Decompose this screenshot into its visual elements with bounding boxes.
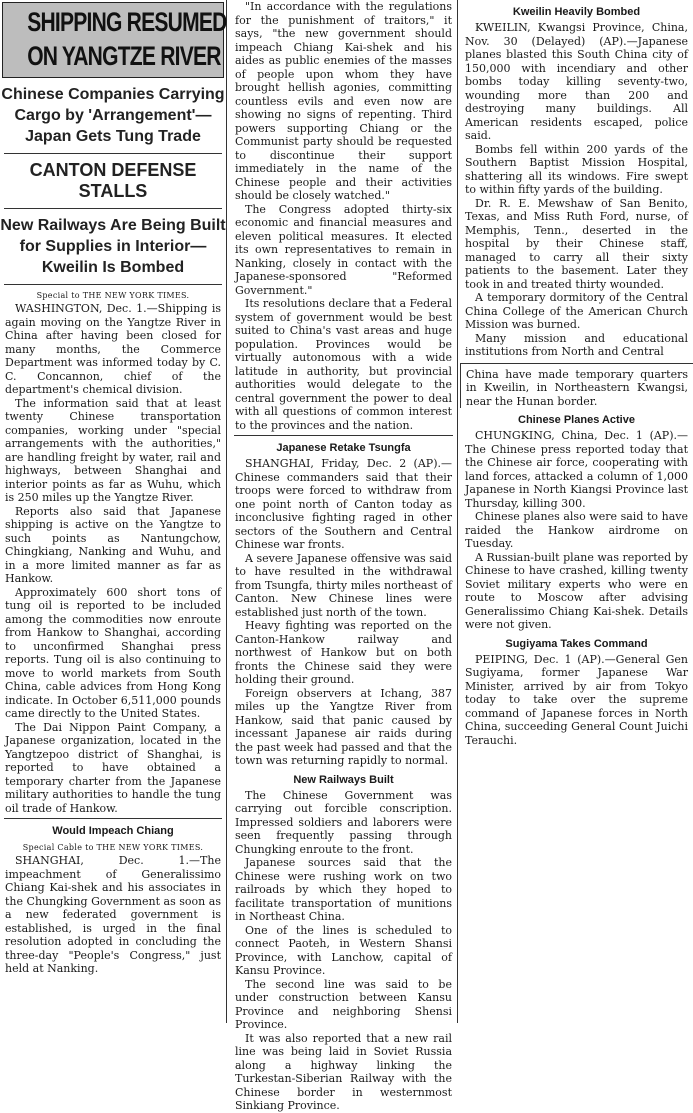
column-1: [0, 0, 227, 1023]
paragraph: Approximately 600 short tons of tung oil is reported to be included among the commodities now enroute from Hankow to Shanghai, according to unconfirmed Shanghai press reports. Tung oil is also continuing to move to world markets from South China, cable advices from Hong Kong indicate. In October 6,511,000 pounds came directly to the United States.: [5, 585, 221, 720]
paragraph: SHANGHAI, Dec. 1.—The impeachment of Generalissimo Chiang Kai-shek and his associates in the Chungking Government as soon as a new federated government is established, is urged in the final resolution adopted in concluding the three-day "People's Congress," just held at Nanking.: [5, 854, 221, 975]
deck-line: Cargo by 'Arrangement'—: [14, 107, 212, 124]
paragraph: "In accordance with the regulations for the punishment of traitors," it says, "the new government should impeach Chiang Kai-shek and his aides as public enemies of the masses of people upon whom they have brought hellish agonies, committing countless evils and even now are showing no signs of repenting. Third powers supporting Chiang or the Communist party should be requested to discontinue their support immediately in the name of the Chinese people and their activities should be closely watched.": [235, 0, 452, 202]
headline-line-1: SHIPPING RESUMED: [27, 7, 227, 37]
paragraph: The second line was said to be under construction between Kansu Province and neighboring Shensi Province.: [235, 977, 452, 1031]
paragraph: Reports also said that Japanese shipping is active on the Yangtze to such points as Nantungchow, Chingkiang, Nanking and Wuhu, and in a more limited manner as far as Hankow.: [5, 504, 221, 585]
paragraph: WASHINGTON, Dec. 1.—Shipping is again moving on the Yangtze River in China after having been closed for many months, the Commerce Department was informed today by C. C. Concannon, chief of the department's chemical division.: [5, 302, 221, 396]
deck-companies: [0, 84, 226, 147]
deck-line: Japan Gets Tung Trade: [25, 128, 201, 145]
divider: [4, 284, 222, 285]
paragraph: KWEILIN, Kwangsi Province, China, Nov. 30 (Delayed) (AP).—Japanese planes blasted this South China city of 150,000 with incendiary and other bombs today killing seventy-two, wounding more than 200 and destroying many buildings. All American residents escaped, police said.: [465, 21, 688, 142]
divider: [4, 818, 222, 819]
paragraph: The information said that at least twenty Chinese transportation companies, working under "special arrangements with the authorities," are handling freight by water, rail and highways, between Shanghai and interior points as far as Wuhu, which is 250 miles up the Yangtze River.: [5, 396, 221, 504]
railways-body: [230, 789, 457, 1113]
column-3: [460, 0, 693, 1023]
subhead-impeach: Would Impeach Chiang: [52, 825, 174, 837]
byline-credit-2: Special Cable to THE NEW YORK TIMES.: [22, 843, 204, 852]
subhead-planes: Chinese Planes Active: [518, 414, 635, 426]
paragraph: Heavy fighting was reported on the Canton-Hankow railway and northwest of Hankow but on both fronts the Chinese said they were holding their ground.: [235, 619, 452, 686]
divider: [4, 153, 222, 154]
article-body: [0, 302, 226, 815]
paragraph: SHANGHAI, Friday, Dec. 2 (AP).—Chinese commanders said that their troops were forced to withdraw from one point north of Canton today as inconclusive fighting raged in other sectors of the Southern and Central Chinese war fronts.: [235, 457, 452, 551]
deck-line: for Supplies in Interior—: [19, 238, 207, 255]
paragraph: The Dai Nippon Paint Company, a Japanese organization, located in the Yangtzepoo district of Shanghai, is reported to have obtained a temporary charter from the Japanese military authorities to handle the tung oil trade of Hankow.: [5, 720, 221, 815]
planes-body: [460, 429, 693, 632]
paragraph: It was also reported that a new rail line was being laid in Soviet Russia along a highway linking the Turkestan-Siberian Railway with the Chinese border in westernmost Sinkiang Province.: [235, 1031, 452, 1112]
kweilin-body: [460, 21, 693, 359]
sugiyama-body: [460, 653, 693, 748]
paragraph: Dr. R. E. Mewshaw of San Benito, Texas, and Miss Ruth Ford, nurse, of Memphis, Tenn., deserted in the hospital by their Chinese staff, managed to carry all their sixty patients to the basement. Later they took in and treated thirty wounded.: [465, 196, 688, 291]
paragraph: Foreign observers at Ichang, 387 miles up the Yangtze River from Hankow, said that panic caused by incessant Japanese air raids during the past week had passed and that the town was returning rapidly to normal.: [235, 686, 452, 767]
paragraph: Its resolutions declare that a Federal system of government would be best suited to China's vast areas and huge population. Provinces would be virtually autonomous with a wide latitude in authority, but provincial authorities would delegate to the central government the power to deal with all questions of common interest to the provinces and the nation.: [235, 297, 452, 432]
paragraph: Bombs fell within 200 yards of the Southern Baptist Mission Hospital, shattering all its windows. Fire swept to within fifty yards of the building.: [465, 142, 688, 196]
subhead-railways: New Railways Built: [293, 773, 394, 786]
article-continuation: [230, 0, 457, 432]
deck-line: Kweilin Is Bombed: [41, 259, 185, 276]
paragraph: CHUNGKING, China, Dec. 1 (AP).—The Chinese press reported today that the Chinese air force, cooperating with land forces, attacked a column of 1,000 Japanese in North Kiangsi Province last Thursday, killing 300.: [465, 429, 688, 510]
deck-canton: CANTON DEFENSE STALLS: [29, 160, 197, 201]
deck-railways: [0, 215, 226, 278]
paragraph: The Congress adopted thirty-six economic and financial measures and eleven political measures. It elected its own representatives to remain in Nanking, closely in contact with the Japanese-sponsored "Reformed Government.": [235, 202, 452, 297]
continuation-box: [460, 363, 693, 409]
deck-line: New Railways Are Being Built: [0, 217, 226, 234]
paragraph: Many mission and educational institutions from North and Central: [465, 331, 688, 358]
paragraph: Chinese planes also were said to have raided the Hankow airdrome on Tuesday.: [465, 510, 688, 550]
byline-credit: Special to THE NEW YORK TIMES.: [36, 291, 190, 300]
column-2: [230, 0, 458, 1112]
paragraph: The Chinese Government was carrying out forcible conscription. Impressed soldiers and laborers were seen frequently passing through Chungking enroute to the front.: [235, 788, 452, 856]
tsungfa-body: [230, 457, 457, 768]
divider: [234, 435, 453, 436]
paragraph: China have made temporary quarters in Kweilin, in Northeastern Kwangsi, near the Hunan border.: [466, 367, 688, 408]
paragraph: A Russian-built plane was reported by Chinese to have crashed, killing twenty Soviet military experts who were en route to Moscow after advising Generalissimo Chiang Kai-shek. Details were not given.: [465, 550, 688, 631]
impeach-body: [0, 854, 226, 976]
paragraph: A severe Japanese offensive was said to have resulted in the withdrawal from Tsungfa, thirty miles northeast of Canton. New Chinese lines were established just north of the town.: [235, 551, 452, 619]
paragraph: A temporary dormitory of the Central China College of the American Church Mission was burned.: [465, 291, 688, 331]
headline-line-2: ON YANGTZE RIVER: [27, 41, 221, 71]
paragraph: PEIPING, Dec. 1 (AP).—General Gen Sugiyama, former Japanese War Minister, arrived by air from Tokyo today to take over the supreme command of Japanese forces in North China, succeeding General Count Juichi Terauchi.: [465, 652, 688, 747]
subhead-tsungfa: Japanese Retake Tsungfa: [276, 442, 411, 454]
paragraph: One of the lines is scheduled to connect Paoteh, in Western Shansi Province, with Lanchow, capital of Kansu Province.: [235, 923, 452, 977]
subhead-kweilin: Kweilin Heavily Bombed: [512, 6, 641, 18]
subhead-sugiyama: Sugiyama Takes Command: [505, 637, 648, 650]
divider: [4, 208, 222, 209]
paragraph: Japanese sources said that the Chinese were rushing work on two railroads by which they hoped to facilitate transportation of munitions in Northeast China.: [235, 856, 452, 923]
deck-line: Chinese Companies Carrying: [1, 86, 225, 103]
headline-banner: [2, 2, 227, 78]
